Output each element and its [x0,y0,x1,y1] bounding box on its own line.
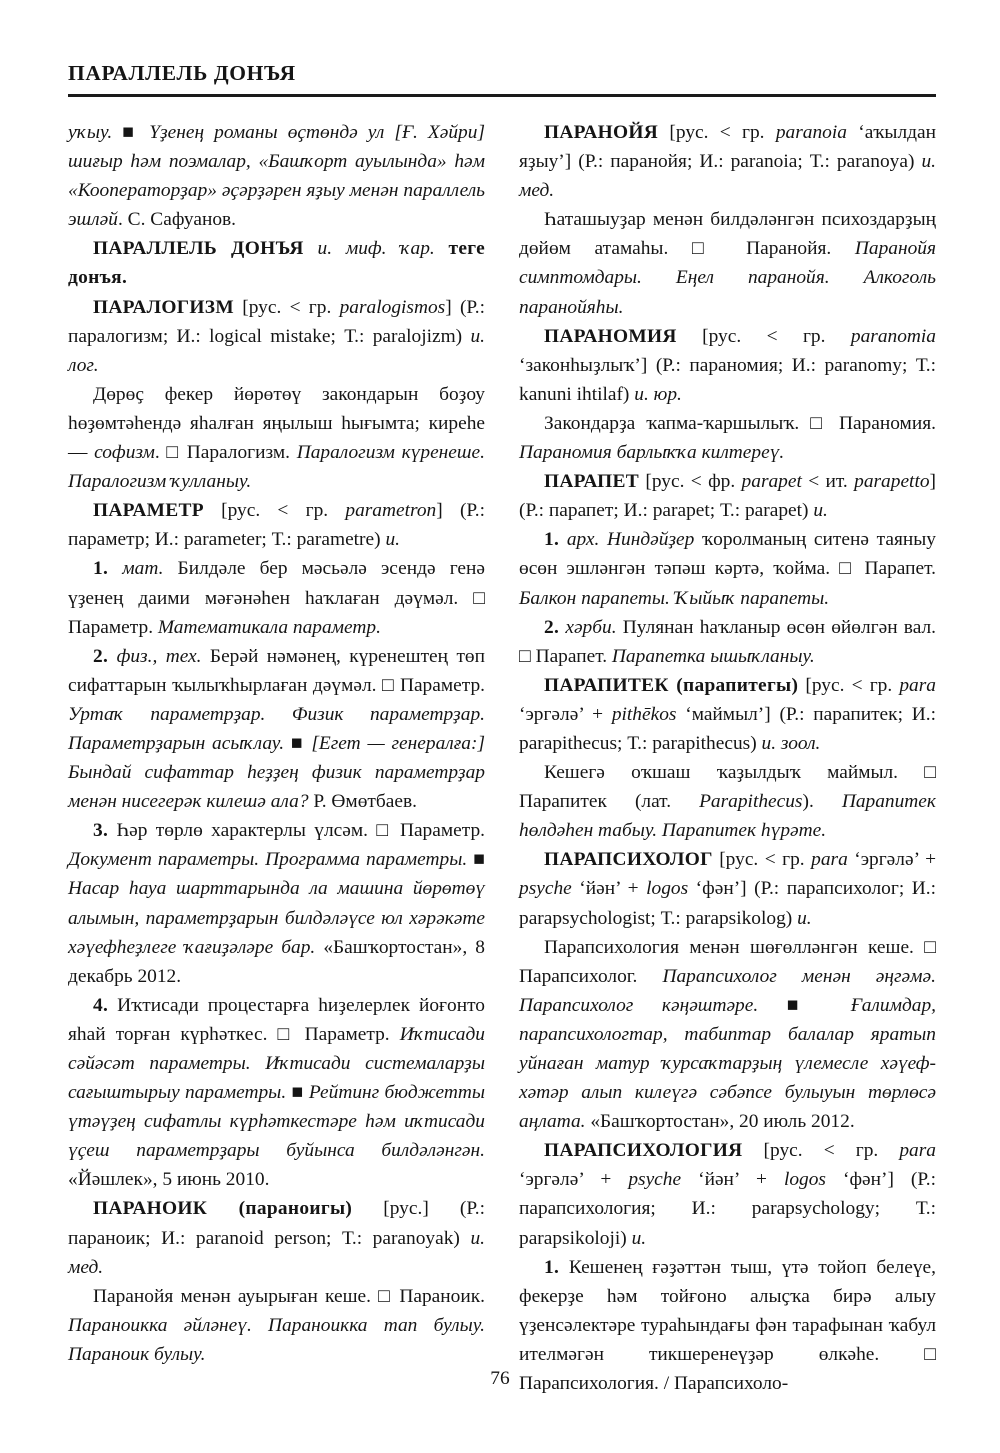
roman-run: ‘эргәлә’ + [847,849,937,871]
open-square-icon: □ [376,820,392,842]
roman-run [758,995,787,1016]
entry-block [519,845,936,932]
entry-block [519,1136,936,1252]
running-head-rule [68,94,936,97]
roman-run: ‘фән’] (Р.: парапсихология; И.: parapsychology; Т.: parapsikoloji) [519,1169,936,1249]
italic-run: и. [797,907,812,929]
headword: ПАРАЛЛЕЛЬ ДОНЪЯ [93,238,304,260]
italic-run: Үҙенең романы өҫтөндә ул [Ғ. Хәйри] шиғыр һәм поэмалар, «Башҡорт ауылында» һәм «Кооператорҙар» әҫәрҙәрен яҙыу менән параллель эшләй [68,122,485,231]
roman-run: [рус. < гр. [742,1140,900,1162]
roman-run: «Башҡортостан», 20 июль 2012. [585,1111,855,1133]
filled-square-icon: ■ [291,1082,304,1104]
open-square-icon: □ [378,1285,393,1307]
roman-run: Параметр. [394,674,485,696]
bold-run: (парапитегы) [668,674,799,696]
bold-run: 4. [93,994,109,1016]
entry-block [519,671,936,758]
italic-run: Parapithecus [699,791,803,813]
open-square-icon: □ [839,558,856,580]
roman-run: Кешегә оҡшаш ҡаҙылдыҡ маймыл. [544,762,925,784]
roman-run: Парапет. [855,558,936,580]
roman-run: . С. Сафуанов. [117,209,237,231]
italic-run: и. [631,1227,647,1249]
italic-run: и. мед. [68,1227,485,1278]
roman-run: [рус. < гр. [676,325,851,347]
roman-run: «Башҡортостан», 8 декабрь 2012. [68,936,485,987]
roman-run: Параметр. [294,1023,400,1045]
roman-run: Иҡтисади процестарға һиҙелерлек йоғонто яһай торған күрһәткес. [68,994,485,1045]
roman-run: ‘йән’ + [571,878,647,900]
roman-run: [рус. < гр. [712,849,812,871]
italic-run: хәрби. [559,616,617,638]
entry-block [519,933,936,1137]
roman-run: ‘йән’ + [681,1169,784,1191]
italic-run: софизм [94,442,155,464]
entry-block [519,525,936,612]
right-column [519,118,937,1395]
bold-run: (параноигы) [207,1198,353,1220]
italic-run: и. миф. ҡар. [303,238,449,260]
italic-run: para [899,1140,936,1162]
bold-run: 2. [544,616,560,638]
roman-run: Закондарҙа ҡапма-ҡаршылыҡ. [544,412,811,434]
roman-run: Паранойя менән ауырыған кеше. [93,1285,379,1307]
roman-run: Параметр. [391,820,485,842]
open-square-icon: □ [519,645,531,667]
roman-run: Пулянан һаҡланыр өсөн өйөлгән вал. [616,616,936,638]
italic-run: уҡыу. [68,122,123,143]
roman-run: Һаташыуҙар менән билдәләнгән психоздарҙың дөйөм атамаһы. [519,209,936,260]
roman-run: [рус.] (Р.: параноик; И.: paranoid person; Т.: paranoyak) [68,1198,485,1249]
roman-run: Һәр төрлө характерлы үлсәм. [108,820,377,842]
entry-block [519,467,936,525]
italic-run: и. юр. [634,383,682,405]
headword: ПАРАНОМИЯ [544,325,677,347]
roman-run: ‘маймыл’] (Р.: парапитек; И.: parapithecus; Т.: parapithecus) [519,703,936,754]
entry-block [519,758,936,845]
italic-run: и. лог. [68,325,485,376]
roman-run: ] (Р.: паралогизм; И.: logical mistake; Т.: paralojizm) [68,296,486,347]
bold-run: 1. [544,529,560,551]
italic-run: paranomia [850,325,936,347]
italic-run: физ., тех. [108,645,202,667]
entry-block [68,496,485,554]
bold-run: 1. [544,1256,560,1278]
bold-run: 2. [93,645,109,667]
open-square-icon: □ [166,442,180,464]
italic-run: Математикала параметр. [157,616,381,638]
italic-run: paralogismos [339,296,446,318]
italic-run: para [811,849,848,871]
italic-run: Балкон парапеты. Ҡыйыҡ парапеты. [519,587,830,609]
roman-run: [рус. < гр. [658,122,776,143]
entry-block [68,642,485,817]
italic-run: psyche [519,878,572,900]
italic-run: Паралогизм күренеше. Паралогизм ҡулланыу. [68,442,485,493]
italic-run: parapetto [854,471,930,493]
roman-run: ‘законһыҙлыҡ’] (Р.: парaномия; И.: paranomy; Т.: kanuni ihtilaf) [519,354,936,405]
running-head [68,62,936,97]
page-number: 76 [490,1368,510,1389]
italic-run: мат. [108,558,164,580]
roman-run: Паралогизм. [180,442,297,464]
roman-run: ] (Р.: параметр; И.: parameter; Т.: parametre) [68,500,485,551]
italic-run: Парапсихолог менән әңгәмә. Парапсихолог кәңәштәре. [519,965,936,1016]
headword: ПАРАПСИХОЛОГ [544,849,713,871]
italic-run: и. мед. [519,151,936,202]
roman-run: ] (Р.: парапет; И.: parapet; Т.: parapet) [519,471,936,522]
filled-square-icon: ■ [786,994,823,1016]
bold-run: 3. [93,820,109,842]
italic-run: Параноикка әйләнеү. Параноикка тап булыу. Параноик булыу. [68,1314,485,1365]
open-square-icon: □ [473,587,485,609]
roman-run: ). [802,791,842,813]
headword: ПАРАЛОГИЗМ [93,296,234,318]
open-square-icon: □ [924,936,936,958]
italic-run: paranoia [775,122,847,143]
open-square-icon: □ [810,412,829,434]
roman-run: ‘эргәлә’ + [519,1169,629,1191]
entry-block [519,322,936,409]
roman-run: ‘эргәлә’ + [519,703,612,725]
roman-run: [рус. < гр. [798,674,900,696]
italic-run: psyche [628,1169,682,1191]
roman-run: «Йәшлек», 5 июнь 2010. [68,1169,270,1191]
headword: ПАРАМЕТР [93,500,204,522]
roman-run: Парапсихолог. [519,965,663,987]
roman-run: Билдәле бер мәсьәлә эсендә генә үҙенең даими мәғәнәһен һаҡлаған дәүмәл. [68,558,485,609]
italic-run: Парапитек һөлдәһен табыу. Парапитек һүрәте. [519,791,936,842]
filled-square-icon: ■ [122,122,140,143]
open-square-icon: □ [924,762,936,784]
entry-block [68,554,485,641]
entry-block [68,234,485,292]
italic-run: Рейтинг бюджетты үтәүҙең сифатлы күрһәткестәре һәм иҡтисади үҫеш параметрҙары буйынса билдәләнгән. [68,1082,485,1162]
headword: ПАРАПИТЕК [544,674,669,696]
roman-run: Берәй нәмәнең, күренештең төп сифаттарын ҡылыҡһырлаған дәүмәл. [68,645,485,696]
italic-run: pithēkos [611,703,677,725]
open-square-icon: □ [382,674,395,696]
roman-run: . [154,442,167,464]
headword: ПАРАНОИК [93,1198,208,1220]
entry-block [68,991,485,1195]
italic-run: Ғалимдар, парапсихологтар, табиптар балалар яратып уйнаған матур ҡурсаҡтарҙың үлемесле хәүеф-хәтәр алып килеүгә сәбәпсе булыуын төрлөсә аңлата. [519,994,936,1133]
entry-block [68,1282,485,1369]
italic-run: Иҡтисади сәйәсәт параметры. Иҡтисади системаларҙы сағыштырыу параметры. [68,1023,485,1104]
headword: ПАРАПЕТ [544,471,640,493]
roman-run: [рус. < фр. [639,471,742,493]
italic-run: Паранойя симптомдары. Еңел паранойя. Алкоголь паранойяһы. [519,238,936,318]
running-head-title: ПАРАЛЛЕЛЬ ДОНЪЯ [68,61,296,85]
roman-run: Парапсихология менән шөғөлләнгән кеше. [544,936,925,958]
italic-run: Насар һауа шарттарында ла машина йөрөтөү алымын, параметрҙарын билдәләүсе юл хәрәкәте хәүефһеҙлеге ҡағиҙәләре бар. [68,878,485,958]
bold-run: теге донъя. [68,238,485,289]
roman-run: Параноик. [392,1285,486,1307]
italic-run: parametron [345,500,437,522]
filled-square-icon: ■ [290,732,305,754]
italic-run: Парaномия барлыҡҡа килтереү. [519,442,785,464]
filled-square-icon: ■ [473,849,485,871]
roman-run: < ит. [801,471,855,493]
left-column [68,118,486,1365]
roman-run: Дөрөҫ фекер йөрөтөү закондарын боҙоу һөҙөмтәһендә яһалған яңылыш һығымта; киреһе — [68,383,485,464]
entry-block [68,816,485,991]
roman-run: Парапсихология. / Парапсихоло- [519,1373,789,1395]
roman-run: Р. Өмөтбаев. [308,791,417,813]
headword: ПАРАНОЙЯ [544,122,659,143]
italic-run: parapet [741,471,802,493]
italic-run: Уртаҡ параметрҙар. Физик параметрҙар. Параметрҙарын асыҡлау. [68,703,485,754]
roman-run: Паранойя. [722,238,855,260]
roman-run: Параметр. [68,616,158,638]
roman-run: ҡоролманың ситенә таяныу өсөн эшләнгән тәпәш кәртә, ҡойма. [519,529,937,580]
entry-block [68,293,485,380]
roman-run: Парапет. [530,645,612,667]
italic-run: [Егет — генералға:] Бындай сифаттар һеҙҙең физик параметрҙар менән нисегерәк килешә ала? [68,732,485,813]
entry-block [519,118,936,205]
italic-run: Парапетка ышыҡланыу. [611,645,815,667]
entry-block [68,380,485,496]
italic-run: logos [646,878,689,900]
roman-run: [рус. < гр. [203,500,346,522]
open-square-icon: □ [924,1343,936,1365]
entry-block [519,613,936,671]
roman-run: [рус. < гр. [233,296,340,318]
roman-run [284,733,291,754]
italic-run: и. [813,500,828,522]
roman-run: ‘фән’] (Р.: парапсихолог; И.: parapsychologist; Т.: parapsikolog) [519,878,936,929]
italic-run: и. зоол. [761,732,821,754]
entry-block [68,118,485,234]
open-square-icon: □ [277,1023,295,1045]
roman-run: ‘аҡылдан яҙыу’] (Р.: паранойя; И.: paranoia; Т.: paranoya) [519,122,936,173]
italic-run: Документ параметры. Программа параметры. [68,849,468,871]
bold-run: 1. [93,558,109,580]
italic-run: арх. Ниндәйҙер [559,529,695,551]
roman-run: Кешенең ғәҙәттән тыш, үтә тойоп белеүе, фекерҙе һәм тойғоно алыҫҡа бирә алыу үҙенсәлектәре тураһындағы фән тарафынан ҡабул ителмәгән тикшеренеүҙәр өлкәһе. [519,1256,936,1365]
italic-run: para [899,674,936,696]
italic-run: и. [385,529,400,551]
open-square-icon: □ [691,238,723,260]
italic-run: logos [783,1169,826,1191]
headword: ПАРАПСИХОЛОГИЯ [544,1140,743,1162]
roman-run: Парaномия. [828,412,936,434]
entry-block [519,409,936,467]
entry-block [519,205,936,321]
entry-block [68,1194,485,1281]
roman-run: Парапитек (лат. [519,791,700,813]
